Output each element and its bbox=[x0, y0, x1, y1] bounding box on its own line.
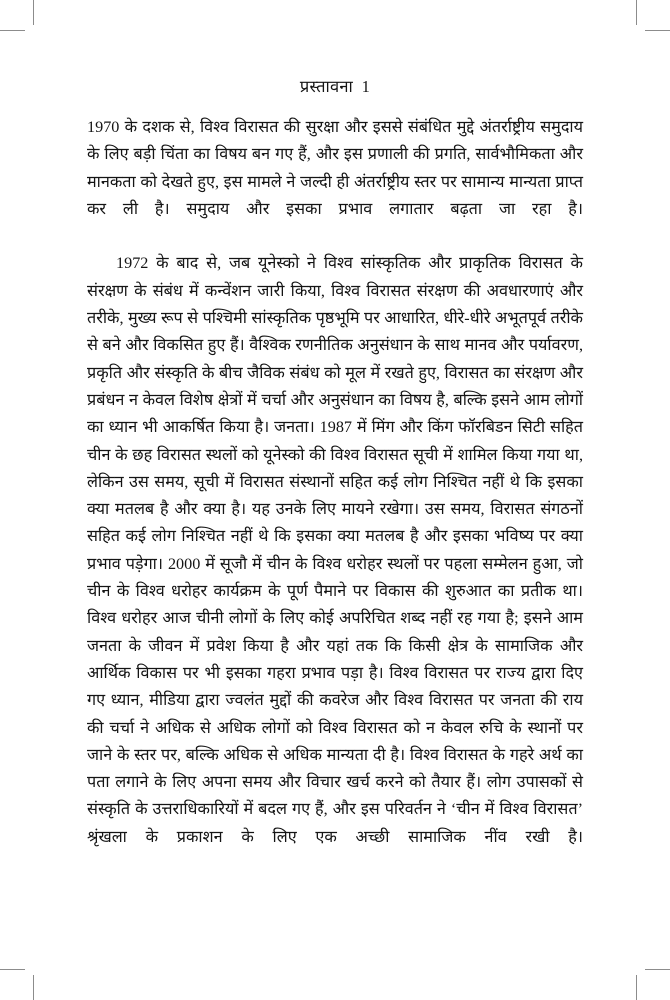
crop-mark-top-left-horizontal bbox=[0, 30, 25, 31]
crop-mark-top-right-vertical bbox=[636, 0, 637, 25]
page-title: प्रस्तावना 1 bbox=[299, 77, 371, 96]
crop-mark-bottom-right-vertical bbox=[636, 975, 637, 1000]
crop-mark-top-right-horizontal bbox=[645, 30, 670, 31]
crop-mark-bottom-right-horizontal bbox=[645, 969, 670, 970]
crop-mark-bottom-left-horizontal bbox=[0, 969, 25, 970]
page-content-area bbox=[87, 76, 583, 878]
crop-mark-bottom-left-vertical bbox=[33, 975, 34, 1000]
body-paragraph-2: 1972 के बाद से, जब यूनेस्को ने विश्व सांस्कृतिक और प्राकृतिक विरासत के संरक्षण के संबंध में कन्वेंशन जारी किया, विश्व विरासत संरक्षण की अवधारणाएं और तरीके, मुख्य रूप से पश्चिमी सांस्कृतिक पृष्ठभूमि पर आधारित, धीरे-धीरे अभूतपूर्व तरीके से बने और विकसित हुए हैं। वैश्विक रणनीतिक अनुसंधान के साथ मानव और पर्यावरण, प्रकृति और संस्कृति के बीच जैविक संबंध को मूल में रखते हुए, विरासत का संरक्षण और प्रबंधन न केवल विशेष क्षेत्रों में चर्चा और अनुसंधान का विषय है, बल्कि इसने आम लोगों का ध्यान भी आकर्षित किया है। जनता। 1987 में मिंग और किंग फॉरबिडन सिटी सहित चीन के छह विरासत स्थलों को यूनेस्को की विश्व विरासत सूची में शामिल किया गया था, लेकिन उस समय, सूची में विरासत संस्थानों सहित कई लोग निश्चित नहीं थे कि इसका क्या मतलब है और क्या है। यह उनके लिए मायने रखेगा। उस समय, विरासत संगठनों सहित कई लोग निश्चित नहीं थे कि इसका क्या मतलब है और इसका भविष्य पर क्या प्रभाव पड़ेगा। 2000 में सूजौ में चीन के विश्व धरोहर स्थलों पर पहला सम्मेलन हुआ, जो चीन के विश्व धरोहर कार्यक्रम के पूर्ण पैमाने पर विकास की शुरुआत का प्रतीक था। विश्व धरोहर आज चीनी लोगों के लिए कोई अपरिचित शब्द नहीं रह गया है; इसने आम जनता के जीवन में प्रवेश किया है और यहां तक कि किसी क्षेत्र के सामाजिक और आर्थिक विकास पर भी इसका गहरा प्रभाव पड़ा है। विश्व विरासत पर राज्य द्वारा दिए गए ध्यान, मीडिया द्वारा ज्वलंत मुद्दों की कवरेज और विश्व विरासत पर जनता की राय की चर्चा ने अधिक से अधिक लोगों को विश्व विरासत को न केवल रुचि के स्थानों पर जाने के स्तर पर, बल्कि अधिक से अधिक मान्यता दी है। विश्व विरासत के गहरे अर्थ का पता लगाने के लिए अपना समय और विचार खर्च करने को तैयार हैं। लोग उपासकों से संस्कृति के उत्तराधिकारियों में बदल गए हैं, और इस परिवर्तन ने ‘चीन में विश्व विरासत’ श्रृंखला के प्रकाशन के लिए एक अच्छी सामाजिक नींव रखी है। bbox=[87, 254, 583, 846]
body-paragraph-1: 1970 के दशक से, विश्व विरासत की सुरक्षा और इससे संबंधित मुद्दे अंतर्राष्ट्रीय समुदाय के लिए बड़ी चिंता का विषय बन गए हैं, और इस प्रणाली की प्रगति, सार्वभौमिकता और मानकता को देखते हुए, इस मामले ने जल्दी ही अंतर्राष्ट्रीय स्तर पर सामान्य मान्यता प्राप्त कर ली है। समुदाय और इसका प्रभाव लगातार बढ़ता जा रहा है। bbox=[87, 118, 583, 218]
crop-mark-top-left-vertical bbox=[33, 0, 34, 25]
